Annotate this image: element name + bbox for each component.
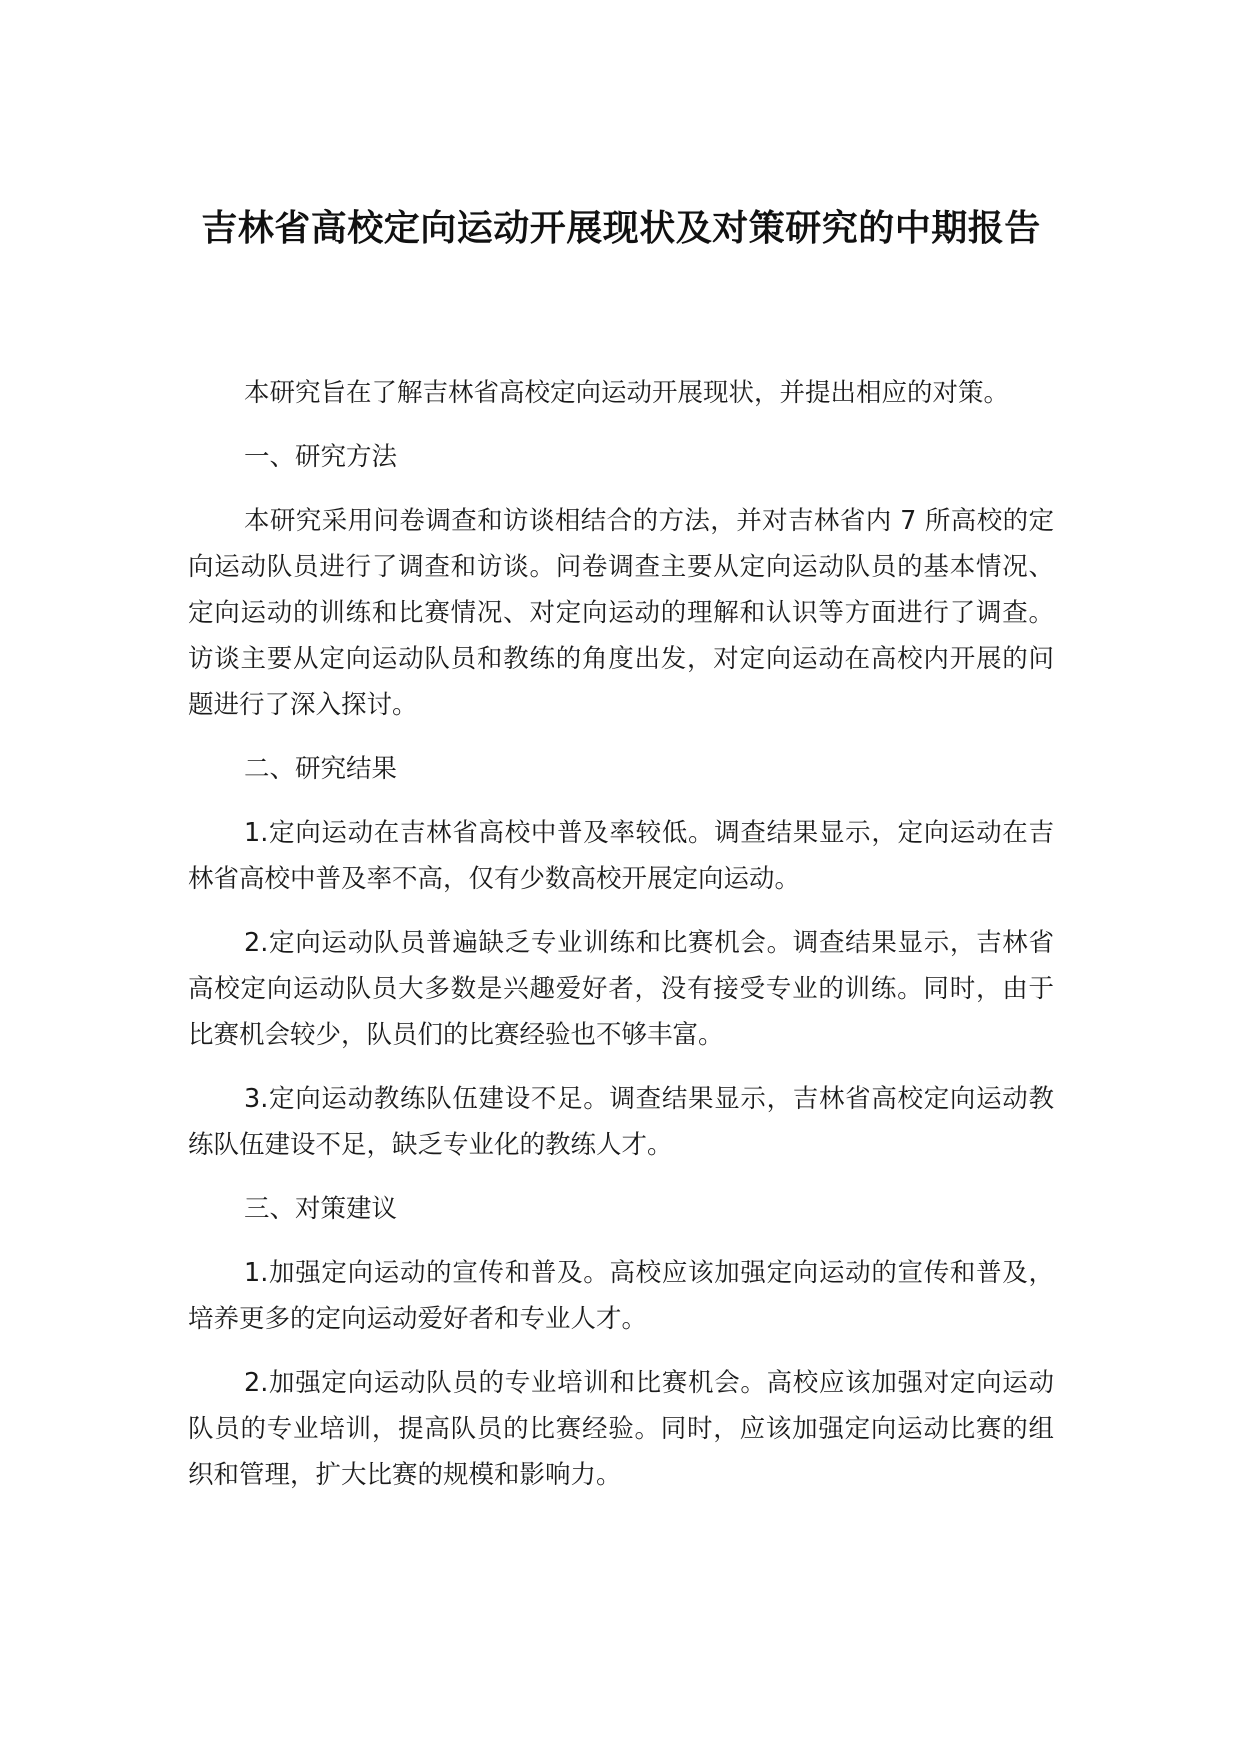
methods-paragraph: 本研究采用问卷调查和访谈相结合的方法，并对吉林省内 7 所高校的定向运动队员进行了调查和访谈。问卷调查主要从定向运动队员的基本情况、定向运动的训练和比赛情况、对定向运动的理解和认识等方面进行了调查。访谈主要从定向运动队员和教练的角度出发，对定向运动在高校内开展的问题进行了深入探讨。: [188, 506, 1054, 720]
section-heading-results: 二、研究结果: [244, 754, 398, 784]
section-heading-suggestions: 三、对策建议: [244, 1194, 398, 1224]
suggestions-paragraph-1: 1.加强定向运动的宣传和普及。高校应该加强定向运动的宣传和普及，培养更多的定向运动爱好者和专业人才。: [188, 1258, 1054, 1334]
results-paragraph-2: 2.定向运动队员普遍缺乏专业训练和比赛机会。调查结果显示，吉林省高校定向运动队员大多数是兴趣爱好者，没有接受专业的训练。同时，由于比赛机会较少，队员们的比赛经验也不够丰富。: [188, 928, 1054, 1050]
intro-paragraph: 本研究旨在了解吉林省高校定向运动开展现状，并提出相应的对策。: [244, 378, 1010, 408]
section-heading-methods: 一、研究方法: [244, 442, 398, 472]
results-paragraph-1: 1.定向运动在吉林省高校中普及率较低。调查结果显示，定向运动在吉林省高校中普及率不高，仅有少数高校开展定向运动。: [188, 818, 1054, 894]
document-title: 吉林省高校定向运动开展现状及对策研究的中期报告: [201, 208, 1041, 249]
document-body: [188, 370, 1054, 1516]
results-paragraph-3: 3.定向运动教练队伍建设不足。调查结果显示，吉林省高校定向运动教练队伍建设不足，缺乏专业化的教练人才。: [188, 1084, 1054, 1160]
suggestions-paragraph-2: 2.加强定向运动队员的专业培训和比赛机会。高校应该加强对定向运动队员的专业培训，提高队员的比赛经验。同时，应该加强定向运动比赛的组织和管理，扩大比赛的规模和影响力。: [188, 1368, 1054, 1490]
